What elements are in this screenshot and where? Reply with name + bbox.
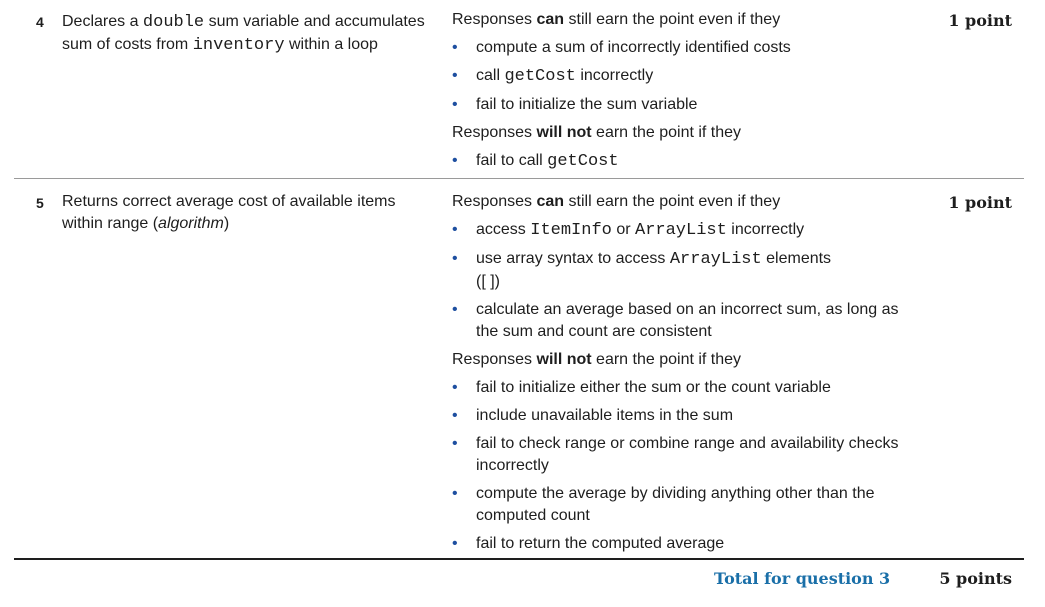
- lead-text: earn the point if they: [591, 124, 742, 141]
- criterion-text-part: Declares a: [62, 13, 143, 30]
- lead-text: still earn the point even if they: [564, 193, 781, 210]
- lead-text: Responses: [452, 193, 537, 210]
- criterion-number: 5: [36, 195, 44, 211]
- row-divider: [14, 178, 1024, 179]
- lead-bold: will not: [536, 351, 592, 368]
- total-row: [14, 561, 1024, 601]
- code-getcost: getCost: [547, 152, 619, 171]
- list-item: [452, 483, 902, 527]
- code-iteminfo: ItemInfo: [530, 221, 612, 240]
- bullet-icon: •: [452, 152, 458, 169]
- list-item-text: include unavailable items in the sum: [476, 407, 734, 424]
- bullet-icon: •: [452, 407, 458, 424]
- list-item-text: fail to initialize either the sum or the count variable: [476, 379, 831, 396]
- list-item-text: incorrectly: [575, 67, 654, 84]
- will-not-earn-lead: [452, 122, 902, 144]
- list-item-text: calculate an average based on an incorrect sum, as long as the sum and count are consistent: [476, 301, 899, 340]
- lead-text: Responses: [452, 124, 537, 141]
- criterion-number: 4: [36, 14, 44, 30]
- list-item: [452, 37, 902, 59]
- criterion-text-part: sum variable and accumulates sum of costs from: [62, 13, 425, 53]
- list-item: [452, 219, 902, 242]
- list-item-text: fail to return the computed average: [476, 535, 725, 552]
- list-item-text: incorrectly: [726, 221, 805, 238]
- bullet-icon: •: [452, 301, 458, 318]
- total-points: 5 points: [939, 569, 1012, 588]
- bullet-icon: •: [452, 39, 458, 56]
- can-earn-lead: [452, 191, 902, 213]
- scoring-row-5: [14, 181, 1024, 559]
- criterion-italic: algorithm: [158, 215, 224, 232]
- criterion-text-part: ): [223, 215, 230, 232]
- list-item-text: or: [611, 221, 635, 238]
- bullet-icon: •: [452, 250, 458, 267]
- bullet-icon: •: [452, 67, 458, 84]
- code-inventory: inventory: [192, 36, 285, 55]
- criterion-text: [62, 11, 432, 57]
- list-item: [452, 65, 902, 88]
- total-divider: [14, 558, 1024, 560]
- lead-text: still earn the point even if they: [564, 11, 781, 28]
- will-not-earn-list: [452, 150, 902, 173]
- code-arraylist: ArrayList: [635, 221, 727, 240]
- bullet-icon: •: [452, 221, 458, 238]
- code-double: double: [142, 13, 205, 32]
- list-item-text: fail to call: [476, 152, 548, 169]
- list-item-text: fail to check range or combine range and availability checks incorrectly: [476, 435, 899, 474]
- list-item: [452, 533, 902, 555]
- code-getcost: getCost: [504, 67, 576, 86]
- can-earn-lead: [452, 9, 902, 31]
- will-not-earn-list: [452, 377, 902, 555]
- scoring-notes: [452, 9, 902, 179]
- can-earn-list: [452, 219, 902, 343]
- list-item-text: fail to initialize the sum variable: [476, 96, 698, 113]
- list-item: [452, 377, 902, 399]
- list-item: [452, 248, 902, 293]
- will-not-earn-lead: [452, 349, 902, 371]
- lead-text: Responses: [452, 351, 537, 368]
- lead-bold: can: [536, 11, 565, 28]
- list-item-text: compute the average by dividing anything other than the computed count: [476, 485, 875, 524]
- lead-text: Responses: [452, 11, 537, 28]
- scoring-notes: [452, 191, 902, 561]
- list-item: [452, 299, 902, 343]
- list-item-text: access: [476, 221, 531, 238]
- criterion-text-part: Returns correct average cost of available items within range (: [62, 193, 396, 232]
- can-earn-list: [452, 37, 902, 116]
- list-item-text: compute a sum of incorrectly identified costs: [476, 39, 791, 56]
- list-item-text: ([ ]): [476, 273, 500, 290]
- total-label: Total for question 3: [714, 569, 891, 588]
- list-item: [452, 405, 902, 427]
- points-value: 1 point: [948, 11, 1012, 30]
- bullet-icon: •: [452, 485, 458, 502]
- bullet-icon: •: [452, 96, 458, 113]
- criterion-text-part: within a loop: [284, 36, 378, 53]
- lead-text: earn the point if they: [591, 351, 742, 368]
- list-item: [452, 433, 902, 477]
- bullet-icon: •: [452, 379, 458, 396]
- lead-bold: can: [536, 193, 565, 210]
- list-item-text: elements: [761, 250, 832, 267]
- bullet-icon: •: [452, 535, 458, 552]
- code-arraylist: ArrayList: [669, 250, 762, 269]
- points-value: 1 point: [948, 193, 1012, 212]
- list-item: [452, 94, 902, 116]
- list-item-text: use array syntax to access: [476, 250, 670, 267]
- bullet-icon: •: [452, 435, 458, 452]
- list-item-text: call: [476, 67, 505, 84]
- criterion-text: [62, 191, 437, 235]
- scoring-row-4: [14, 0, 1024, 177]
- list-item: [452, 150, 902, 173]
- lead-bold: will not: [536, 124, 592, 141]
